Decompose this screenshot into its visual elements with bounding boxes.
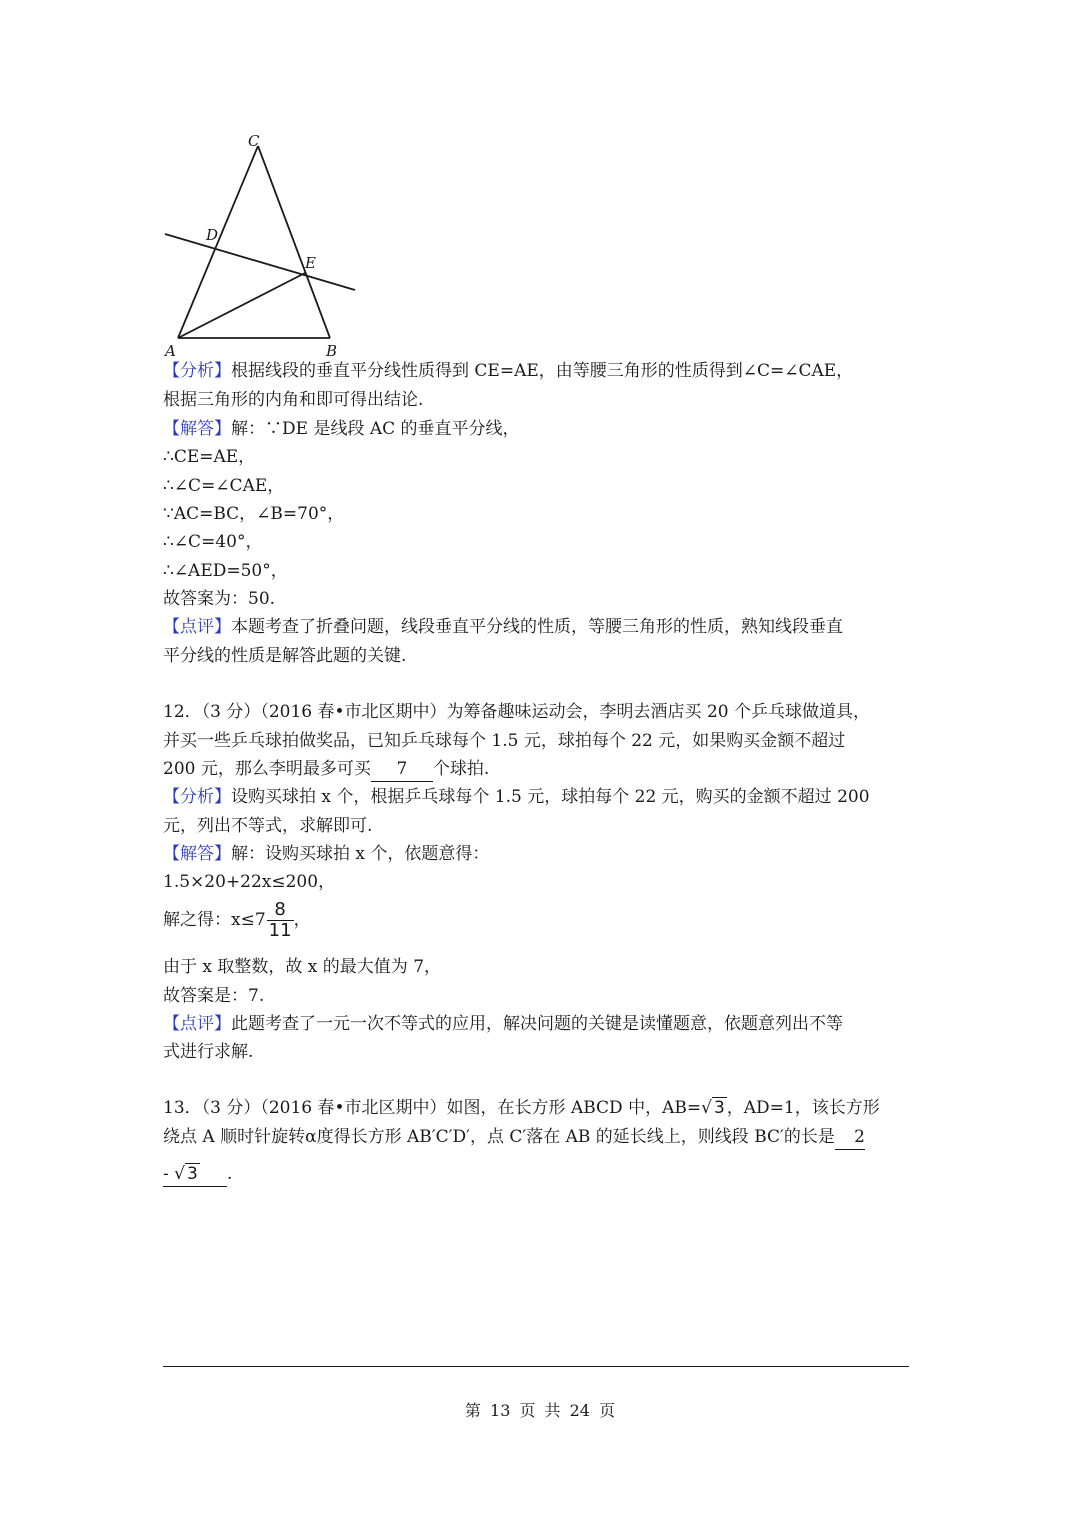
analysis-tag: 【分析】 <box>163 361 231 381</box>
q12-step-integer: 由于 x 取整数，故 x 的最大值为 7， <box>163 957 442 977</box>
q11-comment-line1 <box>163 613 843 641</box>
sqrt-radicand: 3 <box>187 1164 198 1184</box>
sqrt-icon: √ <box>174 1164 185 1184</box>
q13-answer-blank-part1: 2 <box>835 1125 865 1150</box>
label-e: E <box>305 254 316 272</box>
q12-comment-text1: 此题考查了一元一次不等式的应用，解决问题的关键是读懂题意，依题意列出不等 <box>231 1014 843 1034</box>
label-a: A <box>165 342 176 358</box>
q11-analysis-line2: 根据三角形的内角和即可得出结论. <box>163 390 424 410</box>
q12-fraction <box>267 900 294 941</box>
q11-solution-line1 <box>163 415 520 443</box>
q13-text1b: ，AD=1，该长方形 <box>726 1098 880 1118</box>
line-de <box>165 234 355 290</box>
q12-question-text3b: 个球拍. <box>432 759 490 779</box>
q12-question-text3a: 200 元，那么李明最多可买 <box>163 759 371 779</box>
q11-analysis-line1 <box>163 357 853 385</box>
q12-question-line3 <box>163 755 489 783</box>
q13-text1a: 13．（3 分）（2016 春•市北区期中）如图，在长方形 ABCD 中，AB= <box>163 1098 702 1118</box>
q13-question-line1 <box>163 1094 880 1122</box>
comment-tag: 【点评】 <box>163 1014 231 1034</box>
q11-step-6: 故答案为：50. <box>163 589 276 609</box>
triangle-figure <box>160 128 360 358</box>
q11-step-5: ∴∠AED=50°， <box>163 561 288 581</box>
q12-solution-text1: 解：设购买球拍 x 个，依题意得： <box>231 844 490 864</box>
q13-answer-minus: - <box>163 1164 175 1184</box>
q12-question-line1: 12．（3 分）（2016 春•市北区期中）为筹备趣味运动会，李明去酒店买 20 个乒乓球做道具， <box>163 702 870 722</box>
q12-solve-prefix: 解之得：x≤7 <box>163 910 266 930</box>
q13-end-period: . <box>227 1164 233 1184</box>
analysis-tag: 【分析】 <box>163 787 231 807</box>
q11-comment-text1: 本题考查了折叠问题，线段垂直平分线的性质，等腰三角形的性质，熟知线段垂直 <box>231 617 843 637</box>
q13-question-line2 <box>163 1123 865 1151</box>
q12-inequality: 1.5×20+22x≤200， <box>163 872 336 892</box>
label-d: D <box>206 226 219 244</box>
label-c: C <box>248 132 260 150</box>
sqrt-radicand: 3 <box>713 1098 725 1118</box>
label-b: B <box>326 342 338 358</box>
q12-comment-line1 <box>163 1010 843 1038</box>
q11-step-1: ∴CE=AE， <box>163 447 256 467</box>
q12-analysis-line2: 元，列出不等式，求解即可. <box>163 816 373 836</box>
q13-question-line3 <box>163 1160 232 1188</box>
fraction-numerator: 8 <box>267 900 294 921</box>
comment-tag: 【点评】 <box>163 617 231 637</box>
q11-step-3: ∵AC=BC，∠B=70°， <box>163 504 345 524</box>
q13-answer-blank-part2 <box>163 1162 227 1187</box>
q11-solution-text1: 解：∵DE 是线段 AC 的垂直平分线， <box>231 419 520 439</box>
q12-solve-line <box>163 900 311 950</box>
q11-analysis-text1: 根据线段的垂直平分线性质得到 CE=AE，由等腰三角形的性质得到∠C=∠CAE， <box>231 361 854 381</box>
q12-question-line2: 并买一些乒乓球拍做奖品，已知乒乓球每个 1.5 元，球拍每个 22 元，如果购买金额不超过 <box>163 731 846 751</box>
solution-tag: 【解答】 <box>163 419 231 439</box>
q12-analysis-line1 <box>163 783 870 811</box>
q11-comment-line2: 平分线的性质是解答此题的关键. <box>163 646 407 666</box>
q12-answer-blank: 7 <box>371 757 433 782</box>
segment-ae <box>178 273 305 338</box>
page-number: 第 13 页 共 24 页 <box>464 1401 616 1420</box>
footer-divider <box>163 1366 909 1367</box>
q12-solution-line1 <box>163 840 489 868</box>
q12-final: 故答案是：7. <box>163 986 265 1006</box>
q11-step-4: ∴∠C=40°， <box>163 532 263 552</box>
q12-solve-suffix: ， <box>293 910 311 930</box>
q13-text2a: 绕点 A 顺时针旋转α度得长方形 AB′C′D′，点 C′落在 AB 的延长线上，则线段 BC′的长是 <box>163 1127 835 1147</box>
q12-analysis-text1: 设购买球拍 x 个，根据乒乓球每个 1.5 元，球拍每个 22 元，购买的金额不超过 200 <box>231 787 870 807</box>
fraction-denominator: 11 <box>268 920 292 941</box>
q11-step-2: ∴∠C=∠CAE， <box>163 476 285 496</box>
segment-cb <box>258 146 330 338</box>
sqrt-icon: √ <box>701 1098 712 1118</box>
q12-comment-line2: 式进行求解. <box>163 1042 254 1062</box>
solution-tag: 【解答】 <box>163 844 231 864</box>
